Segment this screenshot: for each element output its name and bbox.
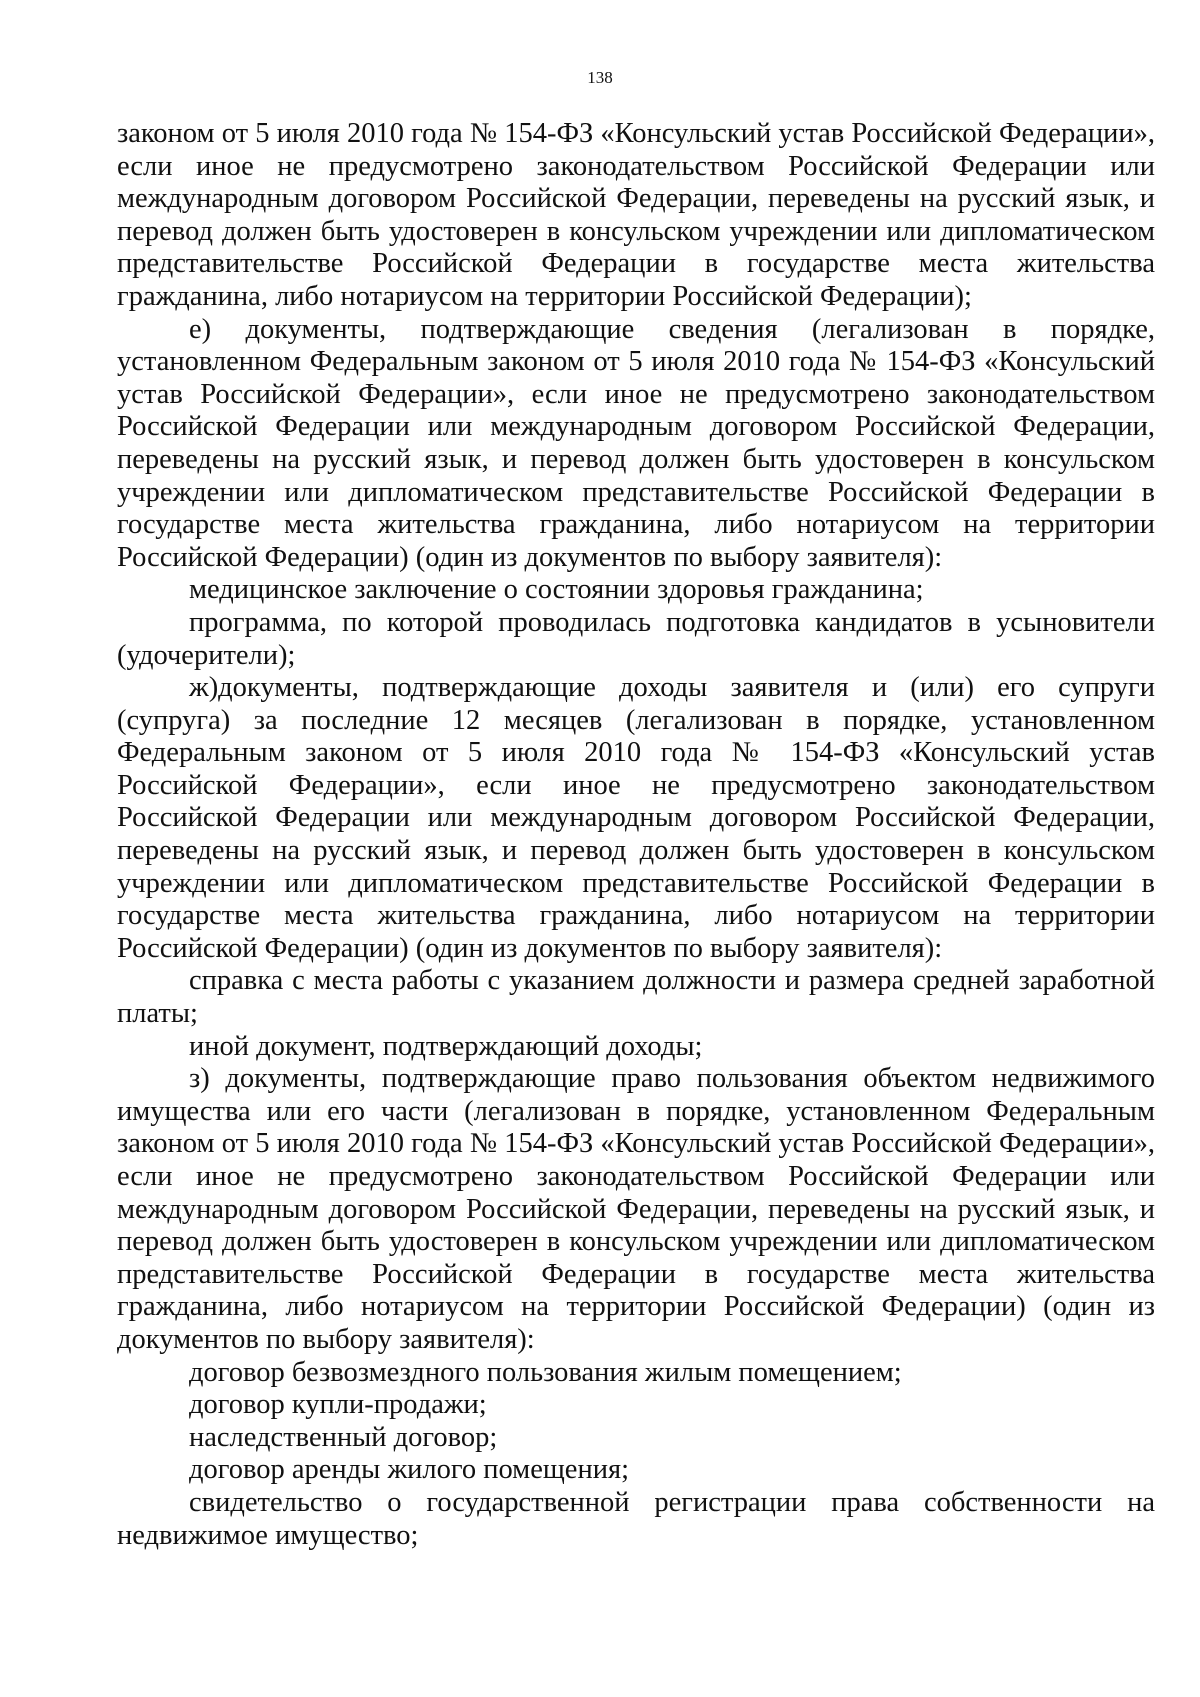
paragraph-training-program: программа, по которой проводилась подготовка кандидатов в усыновители (удочерители); <box>117 606 1155 671</box>
paragraph-free-use-agreement: договор безвозмездного пользования жилым помещением; <box>189 1356 902 1388</box>
page-number: 138 <box>587 68 613 87</box>
paragraph-employment-certificate: справка с места работы с указанием должности и размера средней заработной платы; <box>117 965 1155 1030</box>
paragraph-continuation: законом от 5 июля 2010 года № 154-ФЗ «Консульский устав Российской Федерации», если иное не предусмотрено законодательством Российской Федерации или международным договором Российской Федерации, переведены на русский язык, и перевод должен быть удостоверен в консульском учреждении или дипломатическом представительстве Российской Федерации в государстве места жительства гражданина, либо нотариусом на территории Российской Федерации); <box>117 118 1155 312</box>
paragraph-lease-agreement: договор аренды жилого помещения; <box>189 1454 629 1486</box>
paragraph-ownership-certificate: свидетельство о государственной регистрации права собственности на недвижимое имущество; <box>117 1486 1155 1551</box>
paragraph-item-e: е) документы, подтверждающие сведения (легализован в порядке, установленном Федеральным законом от 5 июля 2010 года № 154-ФЗ «Консульский устав Российской Федерации», если иное не предусмотрено законодательством Российской Федерации или международным договором Российской Федерации, переведены на русский язык, и перевод должен быть удостоверен в консульском учреждении или дипломатическом представительстве Российской Федерации в государстве места жительства гражданина, либо нотариусом на территории Российской Федерации) (один из документов по выбору заявителя): <box>117 313 1155 573</box>
paragraph-inheritance-agreement: наследственный договор; <box>189 1421 498 1453</box>
paragraph-item-z: з) документы, подтверждающие право пользования объектом недвижимого имущества или его части (легализован в порядке, установленном Федеральным законом от 5 июля 2010 года № 154-ФЗ «Консульский устав Российской Федерации», если иное не предусмотрено законодательством Российской Федерации или международным договором Российской Федерации, переведены на русский язык, и перевод должен быть удостоверен в консульском учреждении или дипломатическом представительстве Российской Федерации в государстве места жительства гражданина, либо нотариусом на территории Российской Федерации) (один из документов по выбору заявителя): <box>117 1063 1155 1355</box>
paragraph-item-zh: ж)документы, подтверждающие доходы заявителя и (или) его супруги (супруга) за последние 12 месяцев (легализован в порядке, установленном Федеральным законом от 5 июля 2010 года № 154-ФЗ «Консульский устав Российской Федерации», если иное не предусмотрено законодательством Российской Федерации или международным договором Российской Федерации, переведены на русский язык, и перевод должен быть удостоверен в консульском учреждении или дипломатическом представительстве Российской Федерации в государстве места жительства гражданина, либо нотариусом на территории Российской Федерации) (один из документов по выбору заявителя): <box>117 672 1155 964</box>
paragraph-sale-agreement: договор купли-продажи; <box>189 1389 487 1421</box>
paragraph-other-income-document: иной документ, подтверждающий доходы; <box>189 1030 703 1062</box>
document-body <box>117 118 1155 1552</box>
paragraph-medical-conclusion: медицинское заключение о состоянии здоровья гражданина; <box>189 574 924 606</box>
